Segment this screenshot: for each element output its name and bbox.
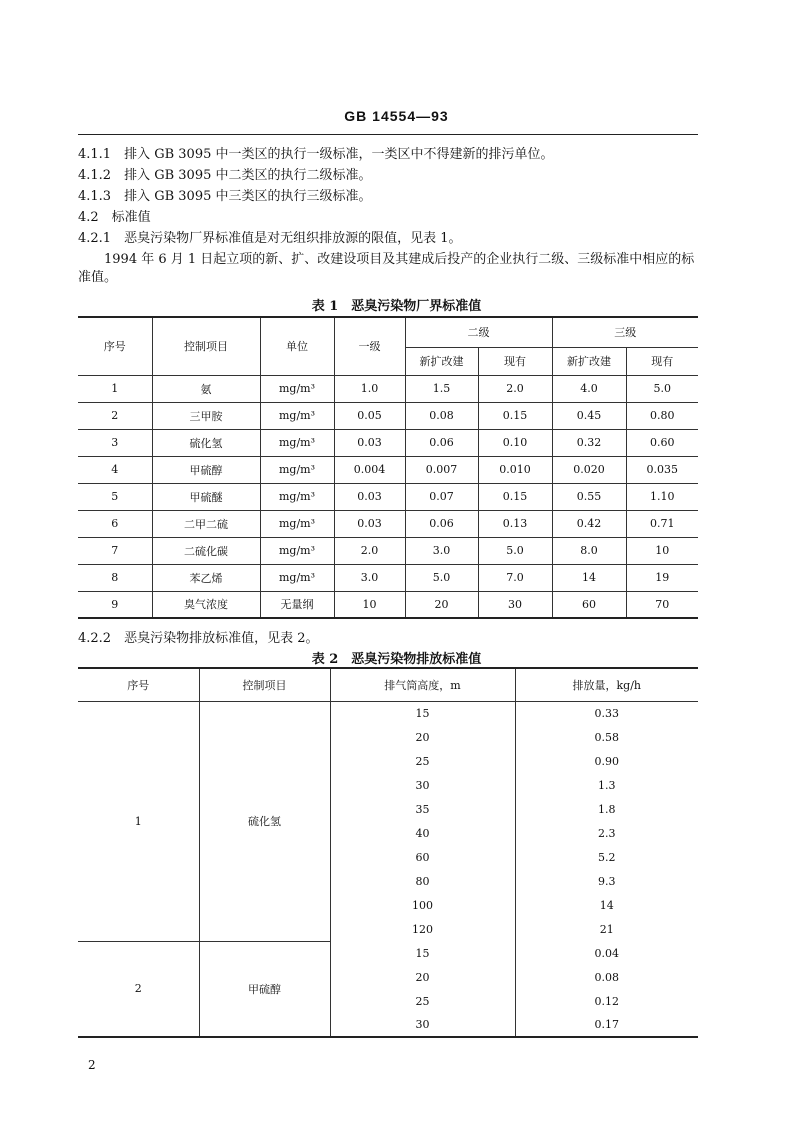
t1-header-item: 控制项目 xyxy=(152,317,260,375)
t1-cell: mg/m³ xyxy=(260,510,334,537)
t2-rate-cell: 9.3 xyxy=(515,869,698,893)
t2-height-cell: 25 xyxy=(330,749,515,773)
t1-cell: 2 xyxy=(78,402,152,429)
t1-cell: 7.0 xyxy=(478,564,552,591)
t2-group-no: 1 xyxy=(78,701,199,941)
t2-rate-cell: 5.2 xyxy=(515,845,698,869)
t1-cell: 三甲胺 xyxy=(152,402,260,429)
t1-cell: 0.71 xyxy=(626,510,698,537)
table1-caption: 表 1 恶臭污染物厂界标准值 xyxy=(311,299,482,314)
t1-cell: 6 xyxy=(78,510,152,537)
t1-cell: 8.0 xyxy=(552,537,626,564)
t1-row xyxy=(78,429,698,456)
paragraph-1994: 1994 年 6 月 1 日起立项的新、扩、改建设项目及其建成后投产的企业执行二级、三级标准中相应的标准值。 xyxy=(78,252,695,285)
t1-cell: 60 xyxy=(552,591,626,618)
t1-cell: 0.15 xyxy=(478,483,552,510)
t2-rate-cell: 0.17 xyxy=(515,1013,698,1037)
t1-cell: 4 xyxy=(78,456,152,483)
t1-cell: 0.03 xyxy=(334,510,405,537)
t1-cell: 甲硫醚 xyxy=(152,483,260,510)
t1-cell: 苯乙烯 xyxy=(152,564,260,591)
t1-cell: 0.004 xyxy=(334,456,405,483)
t2-group-item: 甲硫醇 xyxy=(199,941,330,1037)
t1-cell: 5.0 xyxy=(405,564,478,591)
t1-cell: 二甲二硫 xyxy=(152,510,260,537)
t1-cell: 0.03 xyxy=(334,429,405,456)
t1-cell: 0.06 xyxy=(405,510,478,537)
clause-4-1-3: 4.1.3 排入 GB 3095 中三类区的执行三级标准。 xyxy=(78,189,372,204)
t1-cell: 1.10 xyxy=(626,483,698,510)
t2-rate-cell: 0.08 xyxy=(515,965,698,989)
t1-cell: 3.0 xyxy=(334,564,405,591)
t1-header-grade3: 三级 xyxy=(552,317,698,347)
t1-cell: 70 xyxy=(626,591,698,618)
t1-cell: 8 xyxy=(78,564,152,591)
t1-header-g3-new: 新扩改建 xyxy=(552,347,626,375)
t1-cell: 2.0 xyxy=(334,537,405,564)
t1-cell: 硫化氢 xyxy=(152,429,260,456)
t1-cell: 9 xyxy=(78,591,152,618)
t1-cell: 7 xyxy=(78,537,152,564)
t1-cell: 2.0 xyxy=(478,375,552,402)
t1-cell: 5 xyxy=(78,483,152,510)
t2-height-cell: 30 xyxy=(330,773,515,797)
table2 xyxy=(78,667,698,1038)
t1-cell: 5.0 xyxy=(626,375,698,402)
t1-cell: mg/m³ xyxy=(260,564,334,591)
t1-cell: 0.15 xyxy=(478,402,552,429)
t1-cell: 10 xyxy=(334,591,405,618)
t1-cell: 无量纲 xyxy=(260,591,334,618)
t2-rate-cell: 2.3 xyxy=(515,821,698,845)
t1-cell: 0.07 xyxy=(405,483,478,510)
t1-cell: 14 xyxy=(552,564,626,591)
header-rule xyxy=(78,134,698,135)
t1-cell: 0.010 xyxy=(478,456,552,483)
t2-rate-cell: 0.12 xyxy=(515,989,698,1013)
t1-cell: 20 xyxy=(405,591,478,618)
t1-cell: 4.0 xyxy=(552,375,626,402)
t1-row xyxy=(78,402,698,429)
t2-rate-cell: 0.58 xyxy=(515,725,698,749)
clause-4-2-1: 4.2.1 恶臭污染物厂界标准值是对无组织排放源的限值，见表 1。 xyxy=(78,231,462,246)
t1-row xyxy=(78,375,698,402)
t1-cell: 1.5 xyxy=(405,375,478,402)
t1-cell: 0.42 xyxy=(552,510,626,537)
t1-cell: 0.007 xyxy=(405,456,478,483)
t1-cell: mg/m³ xyxy=(260,429,334,456)
t1-cell: 0.06 xyxy=(405,429,478,456)
t2-height-cell: 15 xyxy=(330,941,515,965)
clause-4-1-2: 4.1.2 排入 GB 3095 中二类区的执行二级标准。 xyxy=(78,168,372,183)
t1-header-g3-exist: 现有 xyxy=(626,347,698,375)
t1-cell: mg/m³ xyxy=(260,456,334,483)
table1 xyxy=(78,316,698,619)
t1-cell: 0.03 xyxy=(334,483,405,510)
clause-4-1-1: 4.1.1 排入 GB 3095 中一类区的执行一级标准，一类区中不得建新的排污单位。 xyxy=(78,147,554,162)
t1-header-unit: 单位 xyxy=(260,317,334,375)
table2-caption: 表 2 恶臭污染物排放标准值 xyxy=(311,652,482,667)
t2-height-cell: 35 xyxy=(330,797,515,821)
t1-cell: mg/m³ xyxy=(260,375,334,402)
t1-cell: 0.60 xyxy=(626,429,698,456)
t1-row xyxy=(78,510,698,537)
page-number: 2 xyxy=(88,1058,96,1072)
t1-cell: 0.020 xyxy=(552,456,626,483)
t1-header-grade2: 二级 xyxy=(405,317,552,347)
t1-cell: 3 xyxy=(78,429,152,456)
t2-rate-cell: 1.8 xyxy=(515,797,698,821)
t2-rate-cell: 0.04 xyxy=(515,941,698,965)
t2-header-rate: 排放量，kg/h xyxy=(515,668,698,701)
t2-group-item: 硫化氢 xyxy=(199,701,330,941)
t2-height-cell: 30 xyxy=(330,1013,515,1037)
t2-rate-cell: 21 xyxy=(515,917,698,941)
t1-cell: 0.80 xyxy=(626,402,698,429)
t1-cell: 19 xyxy=(626,564,698,591)
t1-row xyxy=(78,483,698,510)
t1-header-no: 序号 xyxy=(78,317,152,375)
t1-cell: 甲硫醇 xyxy=(152,456,260,483)
t2-header-no: 序号 xyxy=(78,668,199,701)
t2-row xyxy=(78,701,698,725)
t1-cell: 5.0 xyxy=(478,537,552,564)
t1-cell: mg/m³ xyxy=(260,483,334,510)
t2-height-cell: 40 xyxy=(330,821,515,845)
t1-row xyxy=(78,591,698,618)
t2-rate-cell: 14 xyxy=(515,893,698,917)
t1-row xyxy=(78,537,698,564)
t2-height-cell: 20 xyxy=(330,725,515,749)
t1-cell: 0.55 xyxy=(552,483,626,510)
t1-cell: 氨 xyxy=(152,375,260,402)
t1-cell: 二硫化碳 xyxy=(152,537,260,564)
t1-header-g2-new: 新扩改建 xyxy=(405,347,478,375)
t2-height-cell: 60 xyxy=(330,845,515,869)
t2-row xyxy=(78,941,698,965)
t1-row xyxy=(78,456,698,483)
t1-cell: 10 xyxy=(626,537,698,564)
t2-header-item: 控制项目 xyxy=(199,668,330,701)
t2-height-cell: 15 xyxy=(330,701,515,725)
t2-height-cell: 80 xyxy=(330,869,515,893)
t1-cell: 0.13 xyxy=(478,510,552,537)
t1-row xyxy=(78,564,698,591)
t2-height-cell: 20 xyxy=(330,965,515,989)
t1-cell: 0.10 xyxy=(478,429,552,456)
t1-cell: 0.45 xyxy=(552,402,626,429)
t2-height-cell: 120 xyxy=(330,917,515,941)
standard-header: GB 14554—93 xyxy=(344,108,449,124)
t1-cell: 1.0 xyxy=(334,375,405,402)
t1-cell: 1 xyxy=(78,375,152,402)
t2-header-height: 排气筒高度，m xyxy=(330,668,515,701)
t1-cell: 臭气浓度 xyxy=(152,591,260,618)
t1-cell: mg/m³ xyxy=(260,537,334,564)
t1-cell: mg/m³ xyxy=(260,402,334,429)
t2-group-no: 2 xyxy=(78,941,199,1037)
t2-rate-cell: 0.90 xyxy=(515,749,698,773)
clause-4-2: 4.2 标准值 xyxy=(78,210,151,225)
t1-cell: 0.035 xyxy=(626,456,698,483)
t2-height-cell: 100 xyxy=(330,893,515,917)
t1-cell: 0.05 xyxy=(334,402,405,429)
t2-rate-cell: 1.3 xyxy=(515,773,698,797)
t1-header-grade1: 一级 xyxy=(334,317,405,375)
clause-4-2-2: 4.2.2 恶臭污染物排放标准值，见表 2。 xyxy=(78,631,319,646)
t1-header-g2-exist: 现有 xyxy=(478,347,552,375)
t1-cell: 0.08 xyxy=(405,402,478,429)
t1-cell: 3.0 xyxy=(405,537,478,564)
t1-cell: 30 xyxy=(478,591,552,618)
t1-cell: 0.32 xyxy=(552,429,626,456)
t2-rate-cell: 0.33 xyxy=(515,701,698,725)
t2-height-cell: 25 xyxy=(330,989,515,1013)
